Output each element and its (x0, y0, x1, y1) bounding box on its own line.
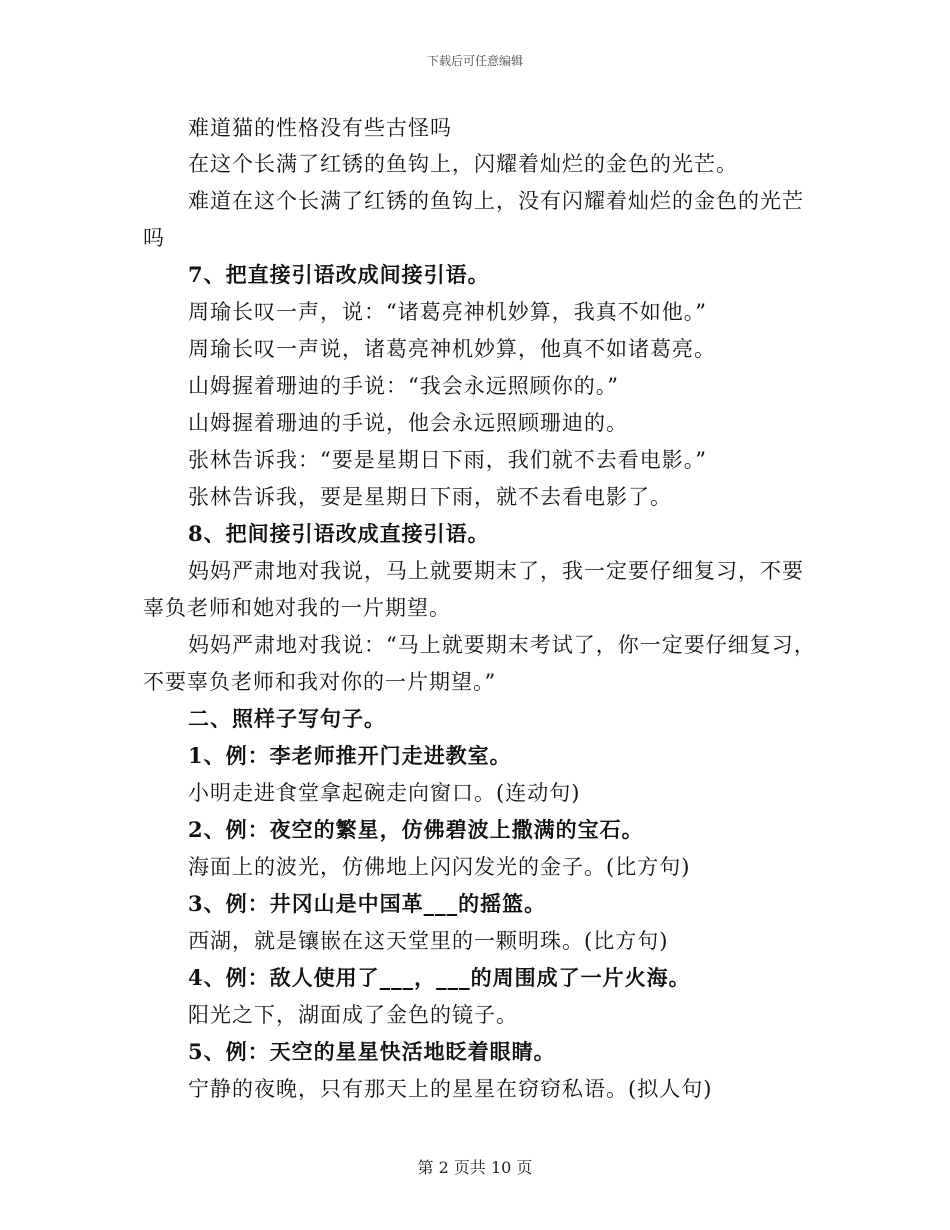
example-heading: 5、例：天空的星星快活地眨着眼睛。 (188, 1039, 556, 1064)
text-line: 小明走进食堂拿起碗走向窗口。(连动句) (188, 781, 581, 805)
text-line: 难道猫的性格没有些古怪吗 (188, 116, 452, 140)
text-line: 妈妈严肃地对我说，马上就要期末了，我一定要仔细复习，不要 (188, 559, 804, 583)
text-line: 宁静的夜晚，只有那天上的星星在窃窃私语。(拟人句) (188, 1077, 713, 1101)
text-line: 西湖，就是镶嵌在这天堂里的一颗明珠。(比方句) (188, 929, 669, 953)
text-line: 在这个长满了红锈的鱼钩上，闪耀着灿烂的金色的光芒。 (188, 152, 738, 176)
text-line: 海面上的波光，仿佛地上闪闪发光的金子。(比方句) (188, 855, 691, 879)
example-heading: 4、例：敌人使用了___，___的周围成了一片火海。 (188, 965, 691, 990)
example-heading: 3、例：井冈山是中国革___的摇篮。 (188, 891, 547, 916)
section-heading: 8、把间接引语改成直接引语。 (188, 521, 490, 546)
page-footer: 第 2 页共 10 页 (417, 1158, 533, 1177)
text-line: 周瑜长叹一声，说：“诸葛亮神机妙算，我真不如他。” (188, 300, 707, 324)
text-line: 阳光之下，湖面成了金色的镜子。 (188, 1003, 518, 1027)
text-line: 妈妈严肃地对我说：“马上就要期末考试了，你一定要仔细复习， (188, 633, 816, 657)
page-header: 下载后可任意编辑 (426, 54, 523, 68)
text-line: 山姆握着珊迪的手说：“我会永远照顾你的。” (188, 374, 619, 398)
section-heading: 二、照样子写句子。 (188, 706, 386, 731)
text-line: 难道在这个长满了红锈的鱼钩上，没有闪耀着灿烂的金色的光芒 (188, 189, 804, 213)
text-line: 周瑜长叹一声说，诸葛亮神机妙算，他真不如诸葛亮。 (188, 337, 716, 361)
section-heading: 7、把直接引语改成间接引语。 (188, 262, 490, 287)
text-line: 张林告诉我，要是星期日下雨，就不去看电影了。 (188, 485, 672, 509)
text-line: 张林告诉我：“要是星期日下雨，我们就不去看电影。” (188, 448, 707, 472)
text-line: 辜负老师和她对我的一片期望。 (143, 596, 451, 620)
text-line: 山姆握着珊迪的手说，他会永远照顾珊迪的。 (188, 411, 628, 435)
text-line: 吗 (143, 226, 165, 250)
example-heading: 2、例：夜空的繁星，仿佛碧波上撒满的宝石。 (188, 817, 644, 842)
example-heading: 1、例：李老师推开门走进教室。 (188, 743, 512, 768)
text-line: 不要辜负老师和我对你的一片期望。” (143, 670, 497, 694)
